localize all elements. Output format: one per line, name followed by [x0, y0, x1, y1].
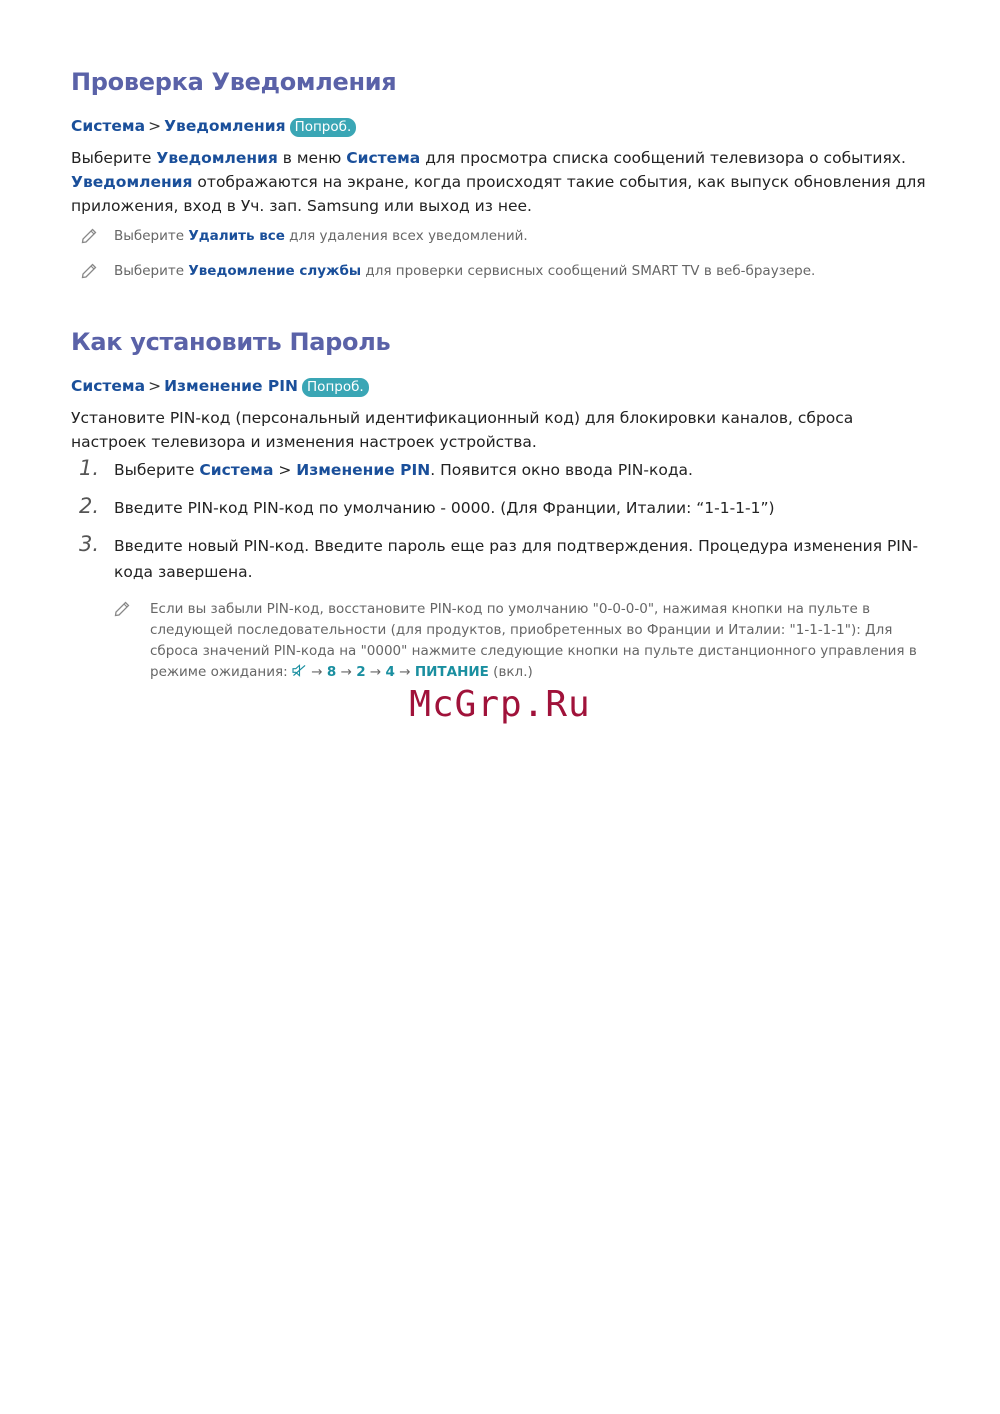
manual-page: Проверка Уведомления Система > Уведомления Попроб. Выберите Уведомления в меню Система для просмотра списка сообщений телевизора о событиях. Уведомления отображаются на экране, когда происходят такие события, как выпуск обновления для приложения, вход в Уч. зап. Samsung или выход из нее. Выберите Удалить все для удаления всех уведомлений. Выберите Уведомление службы для проверки сервисных сообщений SMART TV в веб-браузере. Как установить Пароль Система > Изменение PIN Попроб. Установите PIN-код (персональный идентификационный код) для блокировки каналов, сброса настроек телевизора и изменения настроек устройства. 1. Выберите Система > Изменение PIN. Появится окно ввода PIN-кода. 2. Введите PIN-код PIN-код по умолчанию - 0000. (Для Франции, Италии: “1-1-1-1”) 3. Введите новый PIN-код. Введите пароль еще раз для подтверждения. Процедура изменения PIN-кода завершена. Если вы забыли PIN-код, восстановите PIN-код по умолчанию "0-0-0-0", нажимая кнопки на пульте в следующей последовательности (для продуктов, приобретенных во Франции и Италии: "1-1-1-1"): Для сброса значений PIN-кода на "0000" нажмите следующие кнопки на пульте дистанционного управления в режиме ожидания: → 8 → 2 → 4 → ПИТАНИЕ (вкл.) McGrp.Ru: [0, 0, 1000, 1414]
crumb-separator: >: [148, 117, 162, 135]
section-title-password: Как установить Пароль: [71, 328, 391, 356]
try-now-badge[interactable]: Попроб.: [302, 378, 369, 397]
notifications-description: Выберите Уведомления в меню Система для просмотра списка сообщений телевизора о событиях. Уведомления отображаются на экране, когда происходят такие события, как выпуск обновления для приложения, вход в Уч. зап. Samsung или выход из нее.: [71, 149, 926, 215]
section-title-notifications: Проверка Уведомления: [71, 68, 397, 96]
try-now-badge[interactable]: Попроб.: [290, 118, 357, 137]
watermark: McGrp.Ru: [409, 684, 591, 725]
crumb-item[interactable]: Система: [71, 117, 146, 135]
step-number: 2.: [79, 494, 100, 518]
crumb-item[interactable]: Изменение PIN: [164, 377, 299, 395]
step-number: 3.: [79, 532, 100, 556]
mute-icon: [292, 664, 307, 677]
crumb-item[interactable]: Уведомления: [164, 117, 286, 135]
breadcrumb-change-pin: [71, 377, 369, 397]
crumb-separator: >: [148, 377, 162, 395]
breadcrumb-notifications: [71, 117, 356, 137]
pencil-icon: [81, 263, 97, 279]
pencil-icon: [81, 228, 97, 244]
crumb-item[interactable]: Система: [71, 377, 146, 395]
pin-description: Установите PIN-код (персональный идентификационный код) для блокировки каналов, сброса настроек телевизора и изменения настроек устройства.: [71, 409, 854, 451]
step-number: 1.: [79, 456, 100, 480]
pencil-icon: [114, 601, 130, 617]
